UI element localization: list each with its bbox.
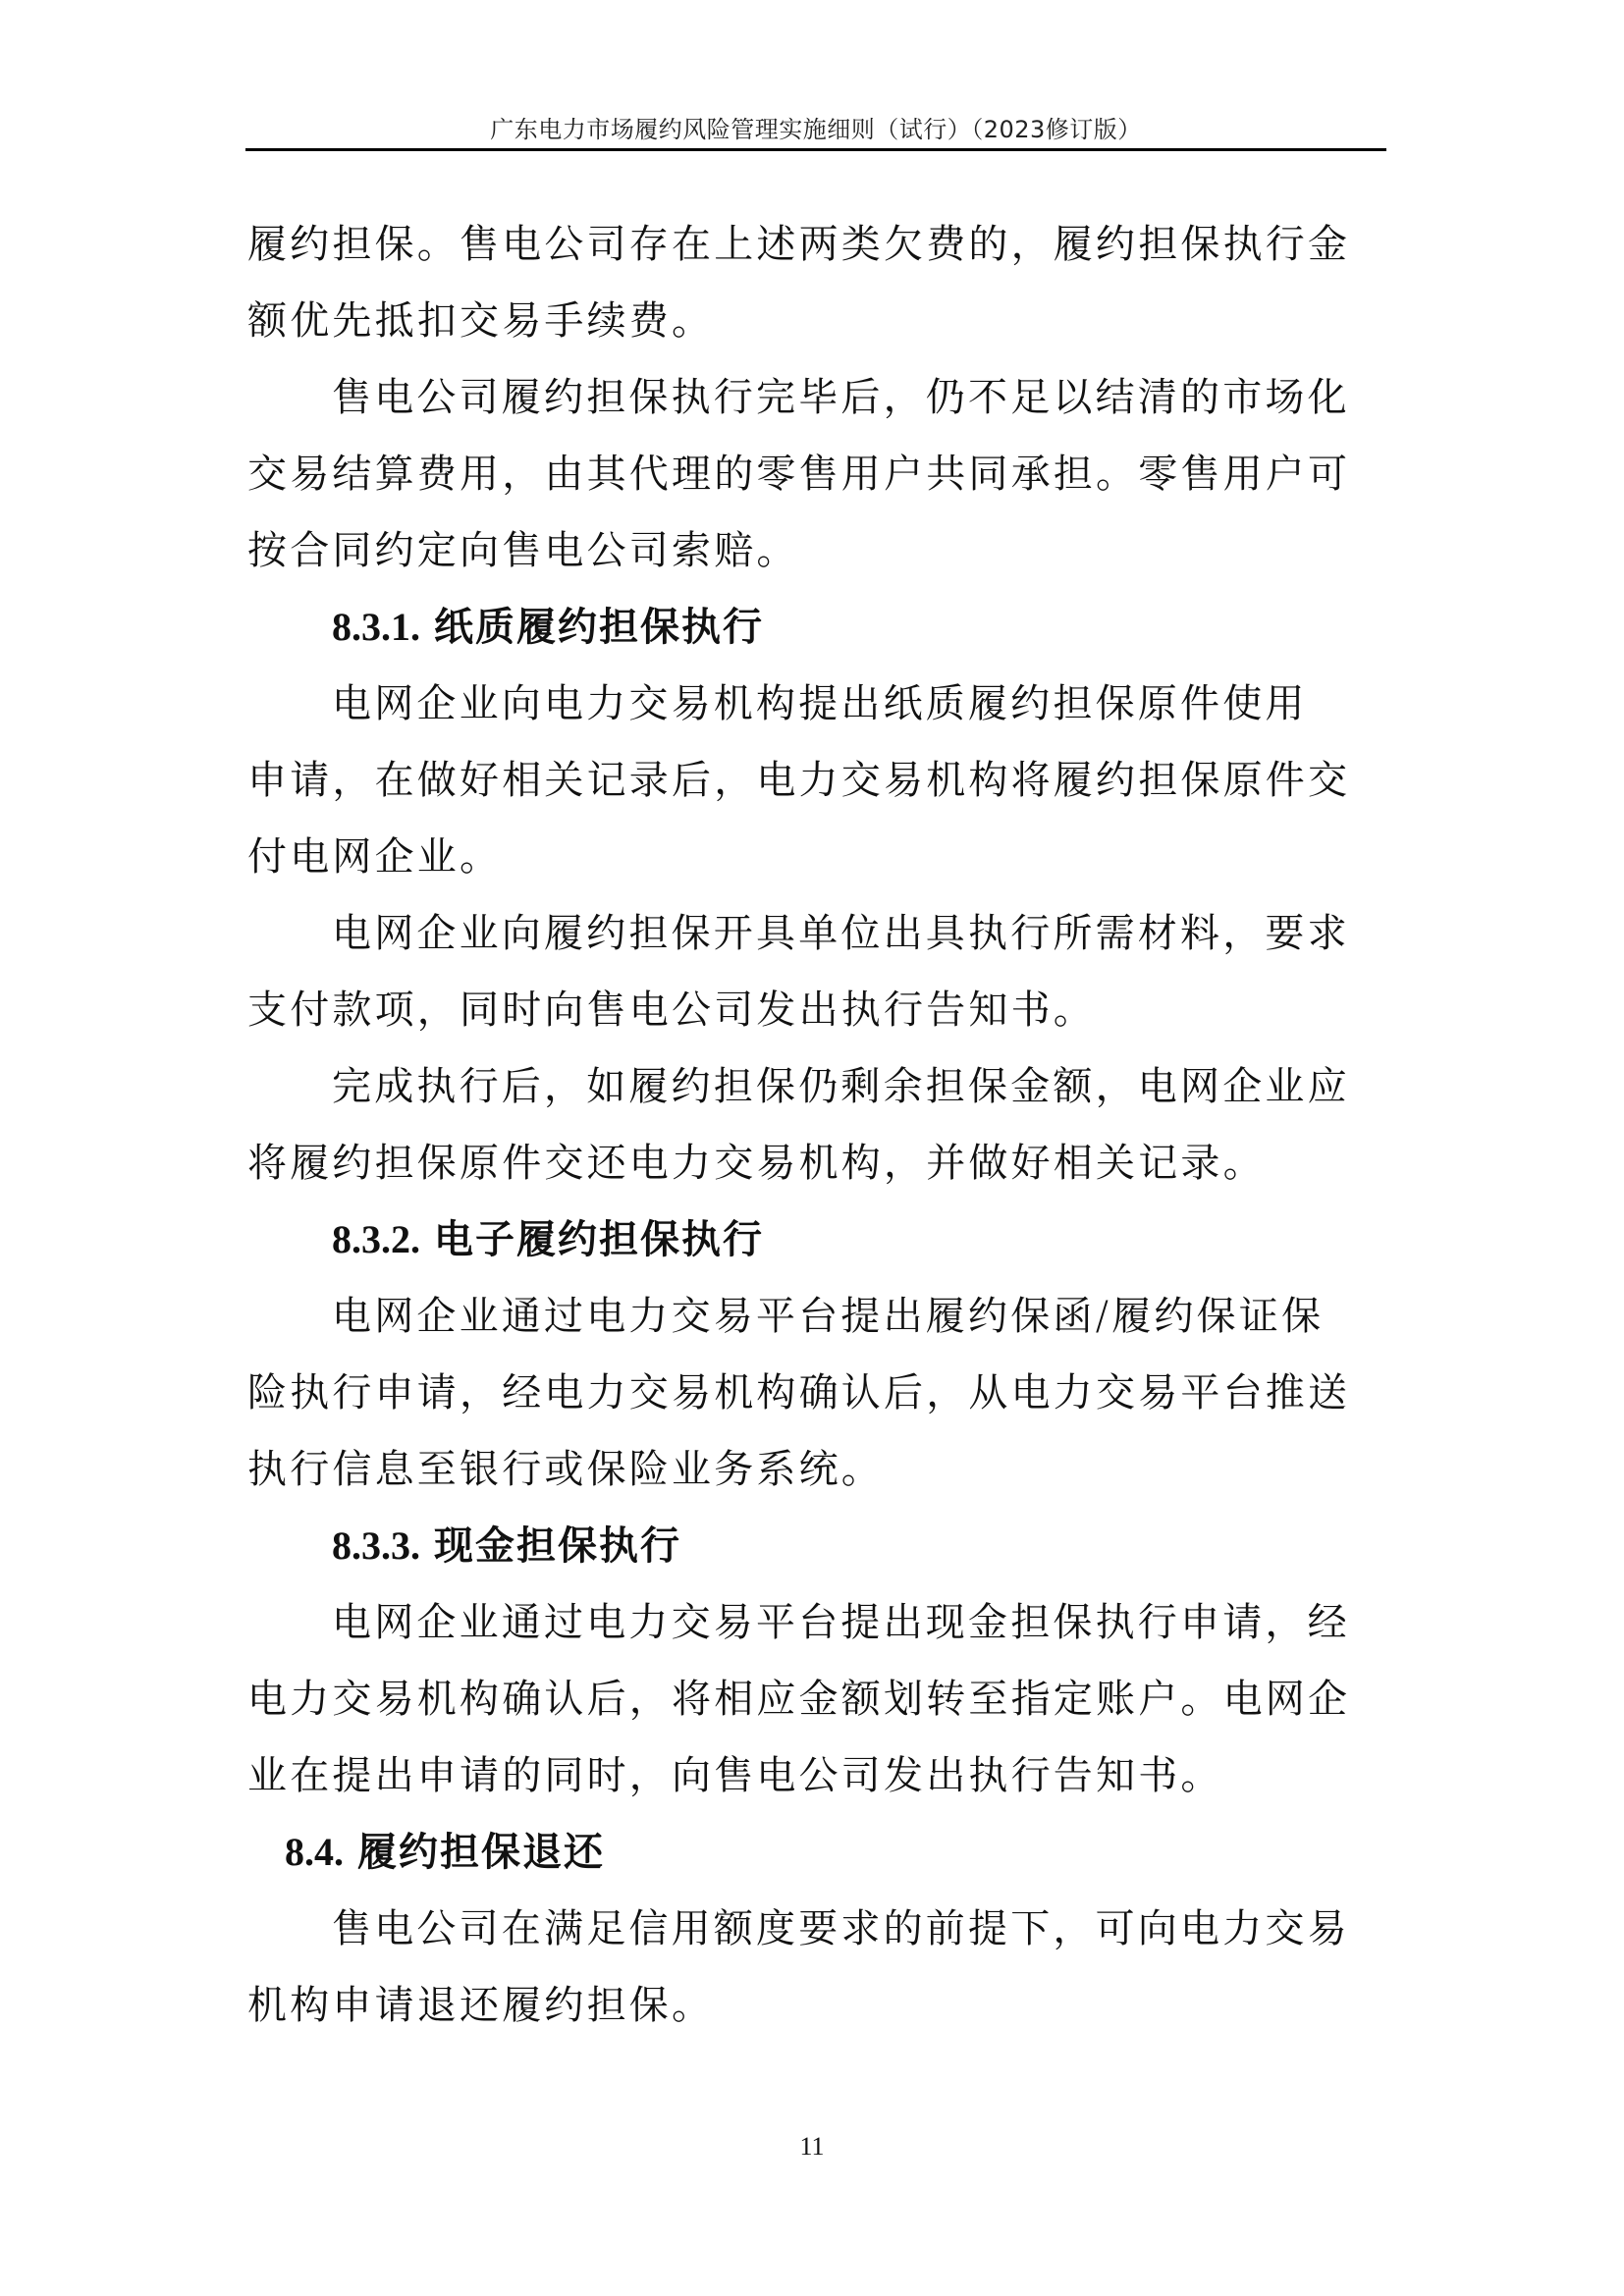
header-divider bbox=[245, 148, 1386, 151]
section-heading-8-3-3 bbox=[247, 1508, 1386, 1584]
paragraph bbox=[247, 895, 1386, 1048]
text-line: 履约担保。售电公司存在上述两类欠费的，履约担保执行金 bbox=[247, 222, 1351, 267]
document-body bbox=[247, 206, 1386, 2044]
text-line: 电力交易机构确认后，将相应金额划转至指定账户。电网企 bbox=[247, 1677, 1351, 1722]
section-heading-8-3-2 bbox=[247, 1201, 1386, 1278]
paragraph bbox=[247, 1584, 1386, 1814]
paragraph bbox=[247, 1048, 1386, 1201]
section-heading-8-4 bbox=[247, 1814, 1386, 1891]
text-line: 将履约担保原件交还电力交易机构，并做好相关记录。 bbox=[247, 1141, 1266, 1186]
text-line: 售电公司在满足信用额度要求的前提下，可向电力交易 bbox=[332, 1906, 1350, 1951]
text-line: 按合同约定向售电公司索赔。 bbox=[247, 528, 799, 573]
paragraph bbox=[247, 1891, 1386, 2044]
page-number: 11 bbox=[799, 2132, 825, 2161]
section-number: 8.3.1. bbox=[332, 605, 420, 649]
section-title: 纸质履约担保执行 bbox=[434, 605, 764, 650]
section-title: 电子履约担保执行 bbox=[434, 1217, 764, 1262]
section-heading-8-3-1 bbox=[247, 589, 1386, 666]
text-line: 电网企业通过电力交易平台提出现金担保执行申请，经 bbox=[332, 1600, 1350, 1645]
section-title: 现金担保执行 bbox=[434, 1523, 681, 1569]
text-line: 完成执行后，如履约担保仍剩余担保金额，电网企业应 bbox=[332, 1064, 1350, 1109]
text-line: 额优先抵扣交易手续费。 bbox=[247, 298, 715, 344]
paragraph bbox=[247, 666, 1386, 895]
section-title: 履约担保退还 bbox=[357, 1830, 605, 1875]
text-line: 电网企业通过电力交易平台提出履约保函/履约保证保 bbox=[332, 1294, 1325, 1339]
text-line: 业在提出申请的同时，向售电公司发出执行告知书。 bbox=[247, 1753, 1223, 1798]
section-number: 8.4. bbox=[285, 1830, 344, 1874]
text-line: 电网企业向电力交易机构提出纸质履约担保原件使用 bbox=[332, 681, 1308, 726]
section-number: 8.3.3. bbox=[332, 1523, 420, 1568]
text-line: 支付款项，同时向售电公司发出执行告知书。 bbox=[247, 988, 1096, 1033]
text-line: 电网企业向履约担保开具单位出具执行所需材料，要求 bbox=[332, 911, 1350, 956]
text-line: 申请，在做好相关记录后，电力交易机构将履约担保原件交 bbox=[247, 758, 1351, 803]
text-line: 险执行申请，经电力交易机构确认后，从电力交易平台推送 bbox=[247, 1370, 1351, 1415]
paragraph bbox=[247, 206, 1386, 359]
text-line: 机构申请退还履约担保。 bbox=[247, 1983, 715, 2028]
text-line: 执行信息至银行或保险业务系统。 bbox=[247, 1447, 884, 1492]
paragraph bbox=[247, 1278, 1386, 1508]
running-header: 广东电力市场履约风险管理实施细则（试行）（2023修订版） bbox=[490, 116, 1142, 143]
text-line: 付电网企业。 bbox=[247, 834, 503, 880]
paragraph bbox=[247, 359, 1386, 589]
text-line: 交易结算费用，由其代理的零售用户共同承担。零售用户可 bbox=[247, 452, 1351, 497]
text-line: 售电公司履约担保执行完毕后，仍不足以结清的市场化 bbox=[332, 375, 1350, 420]
section-number: 8.3.2. bbox=[332, 1217, 420, 1261]
